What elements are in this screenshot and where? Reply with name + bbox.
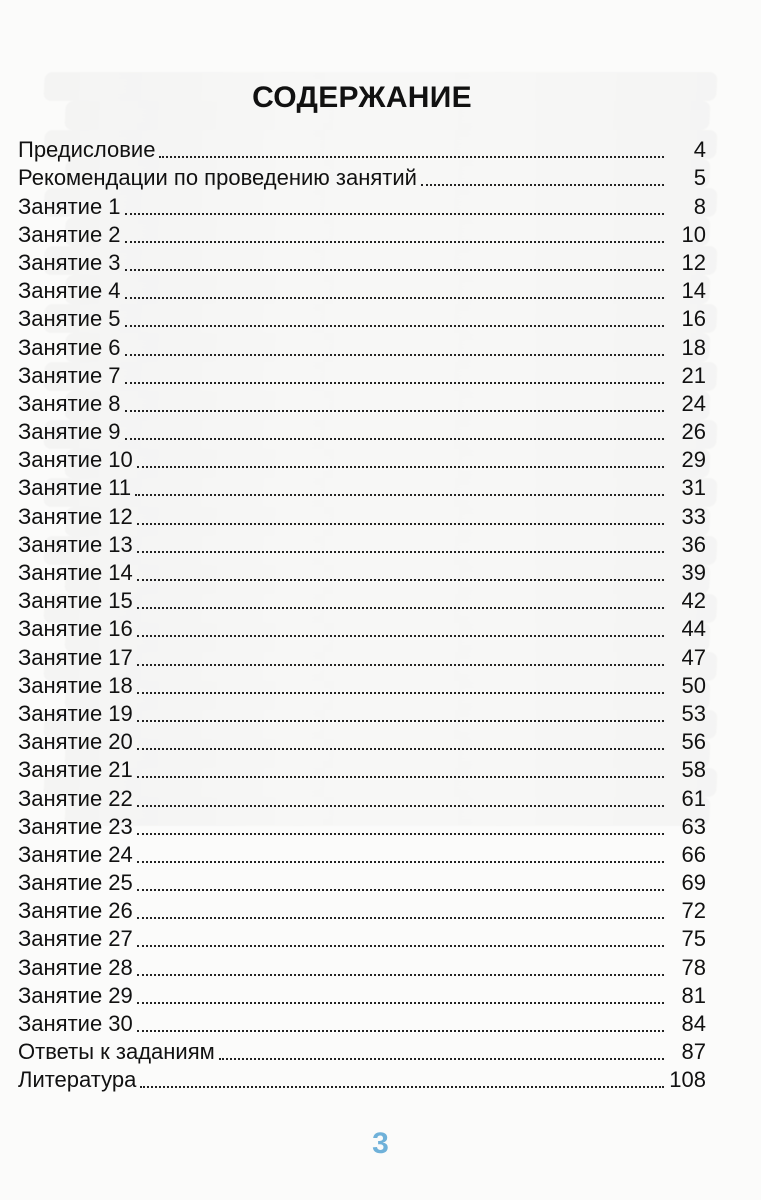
toc-entry	[18, 925, 706, 953]
toc-entry-label: Литература	[18, 1067, 137, 1093]
dot-leader	[125, 334, 664, 362]
toc-entry-page-number: 4	[693, 137, 706, 163]
dot-leader	[125, 193, 664, 221]
dot-leader	[137, 559, 664, 587]
toc-entry-page-number: 58	[681, 757, 706, 783]
dot-leader	[125, 418, 664, 446]
toc-entry-page-number: 47	[681, 644, 706, 670]
toc-entry	[18, 418, 706, 446]
toc-entry-label: Предисловие	[18, 137, 156, 163]
dot-leader	[137, 897, 664, 925]
toc-entry	[18, 1010, 706, 1038]
toc-entry-page-number: 16	[681, 306, 706, 332]
toc-entry-page-number: 53	[681, 700, 706, 726]
toc-entry-page-number: 87	[681, 1039, 706, 1065]
toc-entry-page-number: 63	[681, 813, 706, 839]
toc-entry-label: Занятие 2	[18, 221, 121, 247]
toc-entry	[18, 756, 706, 784]
toc-entry	[18, 953, 706, 981]
dot-leader	[137, 869, 664, 897]
toc-entry	[18, 869, 706, 897]
toc-entry-label: Занятие 5	[18, 306, 121, 332]
toc-entry-label: Занятие 11	[18, 475, 132, 501]
dot-leader	[137, 841, 664, 869]
table-of-contents-section	[18, 70, 706, 1094]
toc-entry	[18, 390, 706, 418]
dot-leader	[135, 474, 664, 502]
toc-entry-page-number: 31	[681, 475, 706, 501]
toc-entry	[18, 728, 706, 756]
dot-leader	[125, 305, 664, 333]
toc-entry	[18, 643, 706, 671]
toc-entry	[18, 784, 706, 812]
toc-entry	[18, 249, 706, 277]
dot-leader	[137, 756, 664, 784]
toc-entry-label: Занятие 8	[18, 390, 121, 416]
toc-entry-page-number: 66	[681, 841, 706, 867]
toc-entry	[18, 672, 706, 700]
toc-entry-page-number: 56	[681, 729, 706, 755]
dot-leader	[137, 615, 664, 643]
dot-leader	[137, 1010, 664, 1038]
dot-leader	[137, 785, 664, 813]
toc-entry-label: Занятие 12	[18, 503, 133, 529]
toc-entry	[18, 813, 706, 841]
toc-entry-page-number: 36	[681, 531, 706, 557]
toc-entry	[18, 615, 706, 643]
toc-entry	[18, 221, 706, 249]
toc-entry-page-number: 84	[681, 1011, 706, 1036]
toc-entry-label: Занятие 23	[18, 813, 133, 839]
dot-leader	[137, 813, 664, 841]
dot-leader	[137, 644, 664, 672]
toc-entry-page-number: 5	[693, 165, 706, 191]
toc-entry	[18, 1066, 706, 1094]
toc-entry-page-number: 29	[681, 447, 706, 473]
toc-entry-label: Занятие 9	[18, 419, 121, 445]
toc-entry	[18, 700, 706, 728]
toc-entry-label: Занятие 6	[18, 334, 121, 360]
toc-entry-page-number: 33	[681, 503, 706, 529]
toc-entry-label: Занятие 10	[18, 447, 133, 473]
toc-entry-page-number: 108	[669, 1067, 706, 1093]
toc-entry	[18, 362, 706, 390]
toc-entry-page-number: 75	[681, 926, 706, 952]
toc-entry-label: Занятие 25	[18, 870, 133, 896]
toc-entry-page-number: 81	[681, 982, 706, 1008]
toc-entry-page-number: 39	[681, 560, 706, 585]
toc-entry	[18, 474, 706, 502]
dot-leader	[137, 700, 664, 728]
toc-entry-page-number: 78	[681, 954, 706, 980]
toc-entry-label: Занятие 1	[18, 193, 121, 219]
page-number: 3	[372, 1127, 389, 1160]
toc-entry-label: Занятие 18	[18, 672, 133, 698]
toc-entry	[18, 587, 706, 615]
toc-entry-page-number: 42	[681, 588, 706, 614]
dot-leader	[125, 249, 664, 277]
toc-entry-label: Занятие 29	[18, 982, 133, 1008]
toc-entry-label: Занятие 16	[18, 616, 133, 642]
toc-entry-page-number: 44	[681, 616, 706, 642]
toc-entry	[18, 333, 706, 361]
toc-list	[18, 136, 706, 1094]
dot-leader	[137, 446, 664, 474]
dot-leader	[421, 164, 664, 192]
toc-entry-page-number: 69	[681, 870, 706, 896]
toc-entry-page-number: 21	[681, 362, 706, 388]
dot-leader	[125, 221, 664, 249]
dot-leader	[125, 277, 664, 305]
toc-entry-page-number: 24	[681, 390, 706, 416]
toc-entry-label: Занятие 28	[18, 954, 133, 980]
page-title: СОДЕРЖАНИЕ	[252, 81, 472, 114]
dot-leader	[137, 503, 664, 531]
toc-entry	[18, 136, 706, 164]
dot-leader	[137, 954, 664, 982]
dot-leader	[219, 1038, 664, 1066]
toc-entry-label: Занятие 21	[18, 757, 133, 783]
dot-leader	[125, 362, 664, 390]
dot-leader	[137, 982, 664, 1010]
toc-entry	[18, 446, 706, 474]
toc-entry-page-number: 8	[693, 193, 706, 219]
toc-entry	[18, 559, 706, 587]
dot-leader	[137, 672, 664, 700]
toc-entry-label: Занятие 7	[18, 362, 121, 388]
toc-entry-label: Занятие 27	[18, 926, 133, 952]
dot-leader	[140, 1066, 664, 1094]
dot-leader	[137, 531, 664, 559]
toc-entry	[18, 164, 706, 192]
toc-entry-page-number: 61	[681, 785, 706, 811]
dot-leader	[137, 728, 664, 756]
toc-entry-page-number: 72	[681, 898, 706, 924]
toc-entry-label: Занятие 22	[18, 785, 133, 811]
toc-entry-page-number: 50	[681, 672, 706, 698]
toc-entry-label: Занятие 15	[18, 588, 133, 614]
dot-leader	[159, 136, 664, 164]
toc-entry-page-number: 26	[681, 419, 706, 445]
toc-entry	[18, 192, 706, 220]
toc-entry	[18, 1038, 706, 1066]
toc-entry-page-number: 18	[681, 334, 706, 360]
toc-entry	[18, 531, 706, 559]
toc-entry-page-number: 12	[681, 249, 706, 275]
toc-entry-label: Занятие 14	[18, 560, 133, 585]
toc-entry-label: Рекомендации по проведению занятий	[18, 165, 417, 191]
toc-entry-label: Занятие 3	[18, 249, 121, 275]
dot-leader	[137, 925, 664, 953]
toc-entry	[18, 897, 706, 925]
toc-entry-label: Занятие 20	[18, 729, 133, 755]
toc-entry-label: Занятие 17	[18, 644, 133, 670]
toc-entry	[18, 305, 706, 333]
toc-entry	[18, 502, 706, 530]
toc-entry-label: Занятие 26	[18, 898, 133, 924]
toc-entry	[18, 982, 706, 1010]
toc-entry-label: Занятие 19	[18, 700, 133, 726]
dot-leader	[137, 587, 664, 615]
toc-entry-label: Занятие 4	[18, 278, 121, 304]
dot-leader	[125, 390, 664, 418]
toc-entry-label: Занятие 30	[18, 1011, 133, 1036]
toc-entry-page-number: 14	[681, 278, 706, 304]
toc-entry-label: Занятие 24	[18, 841, 133, 867]
toc-entry-label: Ответы к заданиям	[18, 1039, 215, 1065]
toc-entry	[18, 277, 706, 305]
toc-entry	[18, 841, 706, 869]
toc-entry-page-number: 10	[681, 221, 706, 247]
toc-entry-label: Занятие 13	[18, 531, 133, 557]
